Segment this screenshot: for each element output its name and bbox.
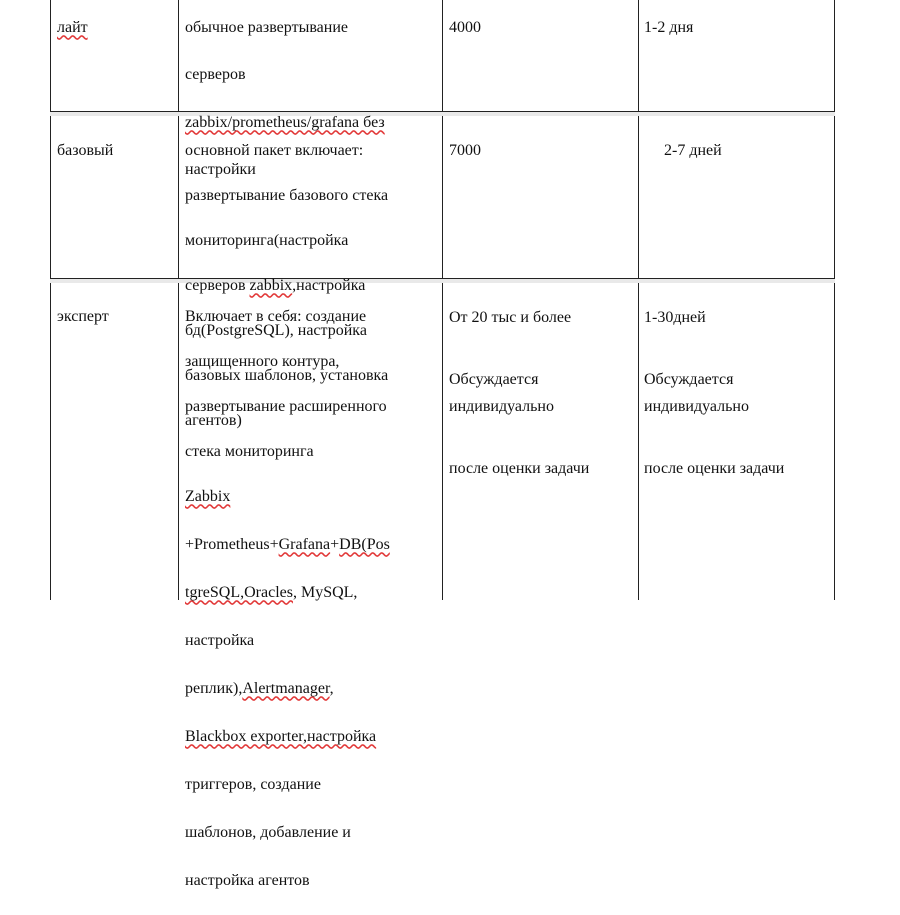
table-cell-duration-lite xyxy=(644,0,830,39)
description-line: триггеров, создание xyxy=(185,775,321,793)
description-line: настройки xyxy=(185,160,256,178)
row-gap-1 xyxy=(50,112,835,116)
duration-note: после оценки задачи xyxy=(644,459,785,477)
description-line: агентов) xyxy=(185,411,242,429)
description-line: серверов zabbix,настройка xyxy=(185,276,366,294)
table-cell-duration-basic xyxy=(644,117,830,185)
description-line: защищенного контура, xyxy=(185,352,340,370)
duration-value: 2-7 дней xyxy=(660,141,722,159)
price-note: Обсуждается индивидуально xyxy=(449,371,554,415)
table-border-col3 xyxy=(638,0,639,600)
description-line: серверов xyxy=(185,65,246,83)
description-line: развертывание расширенного xyxy=(185,397,387,415)
description-line: +Prometheus+Grafana+DB(Pos xyxy=(185,535,390,553)
description-line: Zabbix xyxy=(185,487,231,505)
table-border-col1 xyxy=(178,0,179,600)
table-cell-price-basic xyxy=(449,117,635,162)
description-line: настройка агентов xyxy=(185,871,310,889)
duration-value: 1-30дней xyxy=(644,308,706,326)
tier-label: эксперт xyxy=(57,307,109,325)
table-border-right xyxy=(834,0,835,600)
table-cell-duration-expert xyxy=(644,283,830,517)
price-value: 7000 xyxy=(449,141,481,159)
description-line: основной пакет включает: xyxy=(185,141,364,159)
description-line: tgreSQL,Oracles, MySQL, xyxy=(185,583,358,601)
description-line: настройка xyxy=(185,631,255,649)
description-line: zabbix/prometheus/grafana без xyxy=(185,113,385,131)
description-line: стека мониторинга xyxy=(185,442,314,460)
price-value: От 20 тыс и более xyxy=(449,308,572,326)
table-cell-description-expert xyxy=(185,283,440,915)
tier-label: базовый xyxy=(57,141,114,159)
description-line: шаблонов, добавление и xyxy=(185,823,351,841)
price-value: 4000 xyxy=(449,18,481,36)
description-line: бд(PostgreSQL), настройка xyxy=(185,321,367,339)
description-line: развертывание базового стека xyxy=(185,186,389,204)
table-cell-price-lite xyxy=(449,0,635,39)
description-line: мониторинга(настройка xyxy=(185,231,349,249)
duration-value: 1-2 дня xyxy=(644,18,694,36)
description-line: базовых шаблонов, установка xyxy=(185,366,389,384)
table-border-left xyxy=(50,0,51,600)
tier-label: лайт xyxy=(57,18,88,36)
description-line: Включает в себя: создание xyxy=(185,307,367,325)
table-border-col2 xyxy=(442,0,443,600)
price-note: после оценки задачи xyxy=(449,459,590,477)
duration-note: Обсуждается индивидуально xyxy=(644,371,749,415)
table-cell-tier-lite xyxy=(57,0,175,39)
description-line: Blackbox exporter,настройка xyxy=(185,727,377,745)
table-cell-tier-expert xyxy=(57,283,175,328)
table-cell-price-expert xyxy=(449,283,635,517)
description-line: реплик),Alertmanager, xyxy=(185,679,334,697)
description-line: обычное развертывание xyxy=(185,18,348,36)
table-cell-tier-basic xyxy=(57,117,175,162)
